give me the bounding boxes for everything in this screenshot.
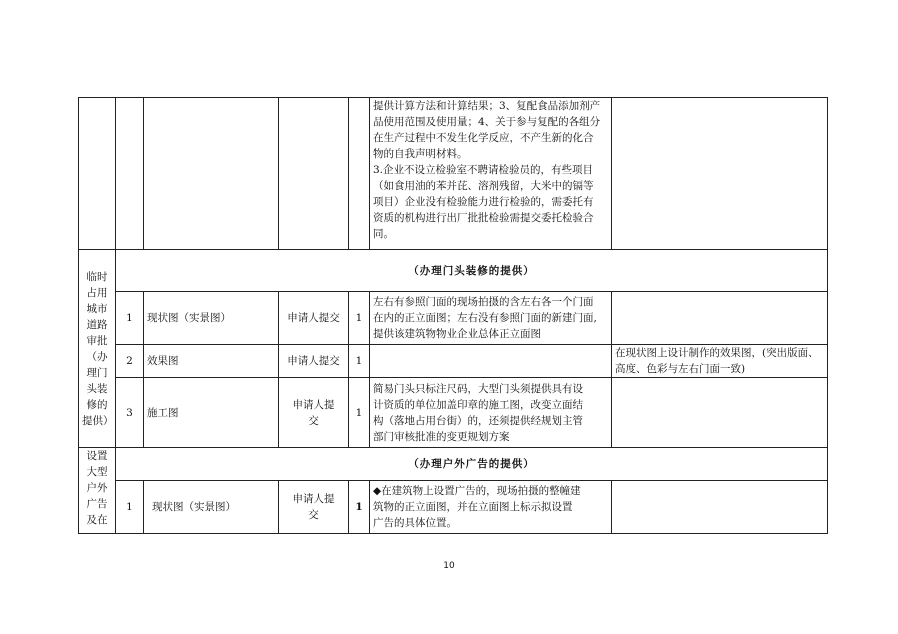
table-row [79, 481, 828, 534]
material-note [612, 345, 828, 378]
material-source: 申请人提交 [279, 292, 349, 345]
requirement-line: 简易门头只标注尺码，大型门头须提供具有设 [373, 382, 583, 395]
cont-line: （如食用油的苯并芘、溶剂残留，大米中的镉等 [373, 180, 594, 192]
cont-no-cell [116, 98, 144, 250]
section-b-label-line: 户外 [86, 482, 108, 494]
source-line: 交 [308, 414, 319, 427]
page-number: 10 [443, 561, 455, 571]
section-b-label-line: 大型 [86, 466, 108, 478]
cont-line: 3.企业不设立检验室不聘请检验员的，有些项目 [373, 164, 594, 176]
material-name: 现状图（实景图） [144, 292, 279, 345]
material-note [612, 292, 828, 345]
cont-requirement-cell [370, 98, 612, 250]
cont-line: 项目）企业没有检验能力进行检验的，需委托有 [373, 196, 594, 208]
cont-count-cell [349, 98, 370, 250]
section-a-label: 临时占用城市道路审批（办理门头装修的提供） [79, 250, 116, 448]
cont-line: 提供计算方法和计算结果；3、复配食品添加剂产 [373, 100, 601, 112]
row-number: 3 [116, 378, 144, 448]
table-row [79, 345, 828, 378]
note-line: 在现状图上设计制作的效果图，(突出版面、 [615, 347, 819, 359]
material-requirement [370, 345, 612, 378]
material-count: 1 [349, 481, 370, 534]
cont-line: 同。 [373, 228, 394, 240]
material-count: 1 [349, 292, 370, 345]
requirement-line: 筑物的正立面图，并在立面图上标示拟设置 [373, 501, 573, 513]
materials-table [78, 97, 828, 534]
source-line: 申请人提 [292, 398, 335, 411]
material-count: 1 [349, 345, 370, 378]
table-row [79, 292, 828, 345]
section-a-heading-row [79, 250, 828, 292]
section-a-heading: （办理门头装修的提供） [116, 250, 828, 292]
cont-line: 资质的机构进行出厂批批检验需提交委托检验合 [373, 212, 594, 224]
section-b-label-line: 设置 [86, 450, 108, 462]
source-line: 申请人提 [292, 493, 335, 505]
material-name: 现状图（实景图） [144, 481, 279, 534]
cont-line: 品使用范围及使用量；4、关于参与复配的各组分 [373, 116, 601, 128]
material-source [279, 481, 349, 534]
requirement-line: 构（落地占用台街）的，还须提供经规划主管 [373, 414, 583, 427]
note-line: 高度、色彩与左右门面一致) [615, 363, 746, 375]
material-name: 施工图 [144, 378, 279, 448]
row-number: 1 [116, 481, 144, 534]
requirement-line: 计资质的单位加盖印章的施工图，改变立面结 [373, 398, 583, 411]
material-requirement [370, 292, 612, 345]
cont-section-cell [79, 98, 116, 250]
section-b-heading-row [79, 448, 828, 481]
material-source: 申请人提交 [279, 345, 349, 378]
row-number: 1 [116, 292, 144, 345]
material-source [279, 378, 349, 448]
requirement-line: ◆在建筑物上设置广告的，现场拍摄的整幢建 [373, 485, 581, 497]
section-b-heading: （办理户外广告的提供） [116, 448, 828, 481]
requirement-line: 提供该建筑物物业企业总体正立面图 [373, 328, 541, 340]
cont-source-cell [279, 98, 349, 250]
material-requirement [370, 481, 612, 534]
requirement-line: 左右有参照门面的现场拍摄的含左右各一个门面 [373, 296, 594, 308]
cont-line: 物的自我声明材料。 [373, 148, 468, 160]
cont-note-cell [612, 98, 828, 250]
table-row [79, 378, 828, 448]
section-b-label-line: 及在 [86, 514, 108, 526]
requirement-line: 在内的正立面图；左右没有参照门面的新建门面, [373, 312, 597, 324]
source-line: 交 [308, 509, 319, 521]
section-b-label-line: 广告 [86, 498, 108, 510]
row-number: 2 [116, 345, 144, 378]
material-count: 1 [349, 378, 370, 448]
requirement-line: 广告的具体位置。 [373, 517, 457, 529]
cont-line: 在生产过程中不发生化学反应，不产生新的化合 [373, 132, 594, 144]
continuation-row [79, 98, 828, 250]
section-b-label [79, 448, 116, 534]
requirement-line: 部门审核批准的变更规划方案 [373, 430, 510, 443]
material-requirement [370, 378, 612, 448]
material-name: 效果图 [144, 345, 279, 378]
cont-name-cell [144, 98, 279, 250]
material-note [612, 378, 828, 448]
material-note [612, 481, 828, 534]
